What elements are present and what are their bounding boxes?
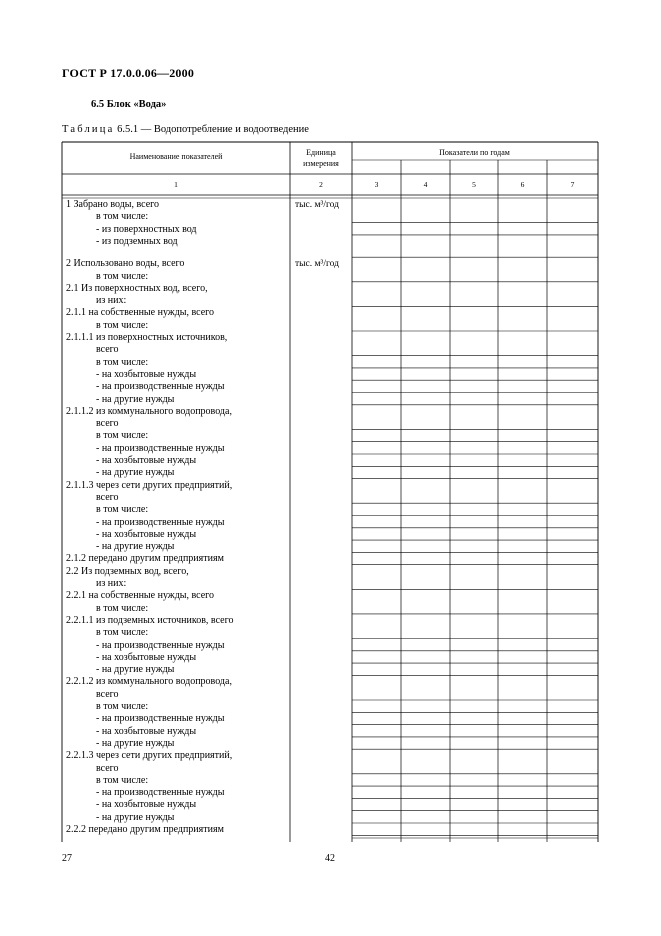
column-header-name: Наименование показателей [129, 152, 223, 161]
column-number: 5 [472, 180, 476, 189]
row-label: 2.2 Из подземных вод, всего, [66, 565, 189, 577]
row-label: из них: [96, 295, 127, 307]
row-label: в том числе: [96, 602, 149, 614]
row-label: 2.1.1.3 через сети других предприятий, [66, 479, 233, 491]
row-label: в том числе: [96, 774, 149, 786]
row-label: - из поверхностных вод [96, 223, 197, 235]
column-header-unit-line1: Единица [306, 148, 336, 157]
row-label: - на другие нужды [96, 393, 175, 405]
column-number: 1 [174, 180, 178, 189]
section-heading: 6.5 Блок «Вода» [91, 99, 167, 110]
page-number-center: 42 [325, 853, 335, 864]
row-label: 2.2.1.1 из подземных источников, всего [66, 614, 234, 626]
row-unit: тыс. м³/год [295, 259, 339, 270]
row-label: - на производственные нужды [96, 516, 225, 528]
row-label: в том числе: [96, 270, 149, 282]
row-label: в том числе: [96, 430, 149, 442]
row-label: - на другие нужды [96, 664, 175, 676]
table-caption-text: 6.5.1 — Водопотребление и водоотведение [114, 124, 309, 135]
row-label: - на производственные нужды [96, 639, 225, 651]
row-label: - на хозбытовые нужды [96, 455, 197, 466]
row-label: 2.1.1 на собственные нужды, всего [66, 307, 215, 319]
row-label: - на хозбытовые нужды [96, 651, 197, 663]
row-label: - на другие нужды [96, 541, 175, 553]
row-label: 2.2.1.3 через сети других предприятий, [66, 750, 233, 762]
column-number: 6 [520, 180, 525, 189]
row-label: 2.1.1.1 из поверхностных источников, [66, 332, 228, 343]
row-label: - на хозбытовые нужды [96, 368, 197, 380]
row-label: в том числе: [96, 211, 149, 223]
column-number: 2 [319, 180, 323, 189]
document-title: ГОСТ Р 17.0.0.06—2000 [62, 66, 195, 80]
row-label: 2.2.1.2 из коммунального водопровода, [66, 676, 232, 688]
row-label: - на другие нужды [96, 467, 175, 479]
row-label: - на производственные нужды [96, 787, 225, 799]
row-label: в том числе: [96, 701, 149, 712]
page-number-left: 27 [62, 853, 72, 864]
row-label: в том числе: [96, 319, 149, 331]
row-label: в том числе: [96, 356, 149, 368]
row-label: в том числе: [96, 627, 149, 639]
row-label: из них: [96, 578, 127, 589]
row-label: всего [96, 344, 119, 356]
row-label: - из подземных вод [96, 235, 178, 247]
row-label: - на другие нужды [96, 737, 175, 749]
table-caption-word: Таблица [62, 124, 115, 135]
column-number: 3 [374, 180, 379, 189]
row-label: - на другие нужды [96, 811, 175, 823]
row-label: 1 Забрано воды, всего [66, 199, 160, 210]
row-label: 2.2.1 на собственные нужды, всего [66, 590, 215, 602]
row-label: всего [96, 762, 119, 774]
row-label: всего [96, 418, 119, 430]
column-number: 7 [570, 180, 575, 189]
row-label: - на производственные нужды [96, 442, 225, 454]
row-label: - на производственные нужды [96, 381, 225, 393]
row-label: 2.2.2 передано другим предприятиям [66, 824, 224, 835]
row-label: - на хозбытовые нужды [96, 725, 197, 737]
row-label: 2.1.2 передано другим предприятиям [66, 553, 224, 565]
row-label: 2 Использовано воды, всего [66, 258, 185, 270]
column-number: 4 [423, 180, 428, 189]
row-label: 2.1 Из поверхностных вод, всего, [66, 282, 208, 294]
row-label: - на хозбытовые нужды [96, 799, 197, 811]
row-label: в том числе: [96, 504, 149, 516]
row-label: - на хозбытовые нужды [96, 528, 197, 540]
row-label: всего [96, 491, 119, 503]
row-label: - на производственные нужды [96, 713, 225, 725]
row-unit: тыс. м³/год [295, 200, 339, 210]
column-header-unit-line2: измерения [303, 159, 339, 168]
column-header-years: Показатели по годам [439, 148, 510, 157]
row-label: всего [96, 688, 119, 700]
row-label: 2.1.1.2 из коммунального водопровода, [66, 405, 232, 417]
